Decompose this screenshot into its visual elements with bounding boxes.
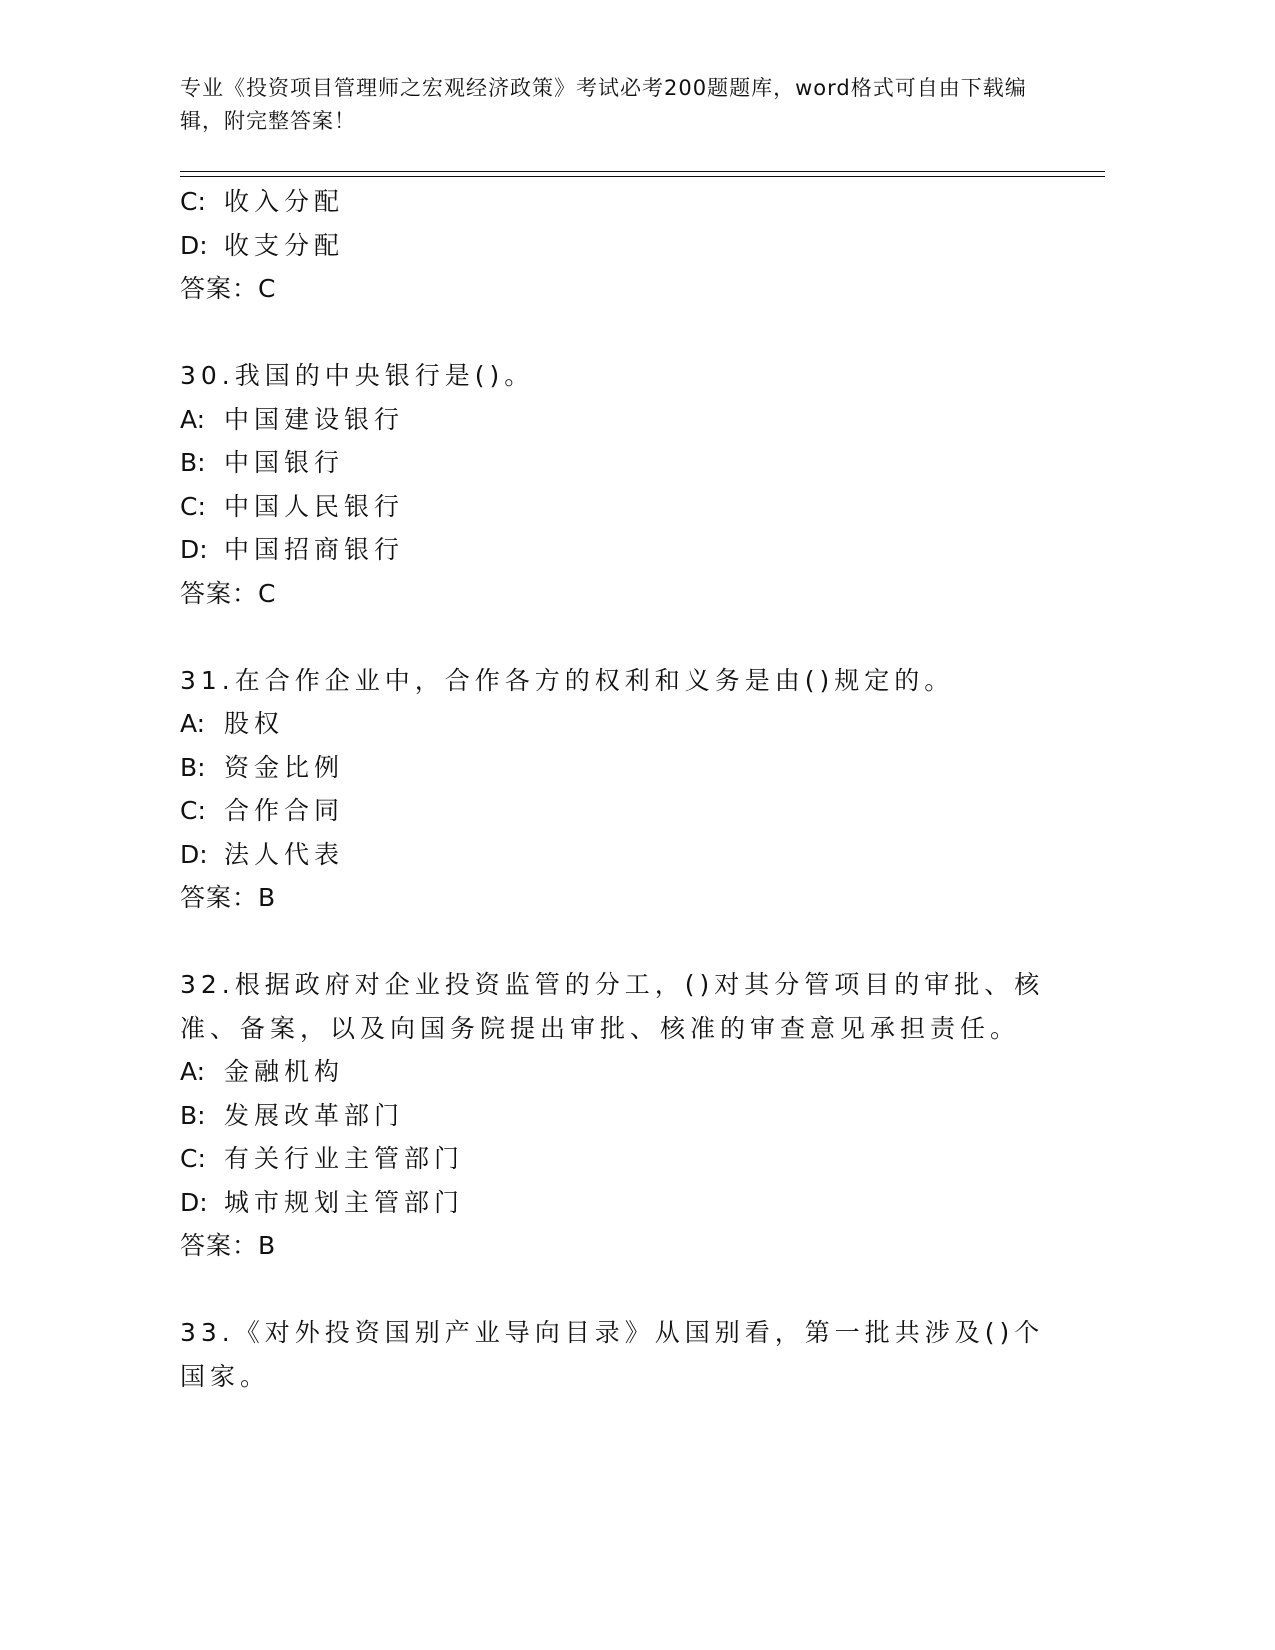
question-stem: 31.在合作企业中，合作各方的权利和义务是由()规定的。 [180,665,955,695]
answer: 答案：B [180,1231,277,1260]
option-c: C: 合作合同 [180,796,345,825]
option-b: B: 资金比例 [180,752,345,782]
option-d: D: 法人代表 [180,839,345,869]
question-stem: 30.我国的中央银行是()。 [180,361,535,390]
answer: 答案：B [180,883,277,912]
question-31 [180,659,1060,921]
option-a: A: 中国建设银行 [180,404,405,434]
question-29-tail [180,180,1060,311]
question-32 [180,963,1060,1268]
option-c: C: 中国人民银行 [180,491,405,521]
question-stem: 32.根据政府对企业投资监管的分工，()对其分管项目的审批、核准、备案，以及向国务院提出审批、核准的审查意见承担责任。 [180,970,1045,1043]
option-b: B: 发展改革部门 [180,1100,405,1130]
option-d: D: 收支分配 [180,230,345,260]
header-divider-bottom [180,176,1105,177]
option-a: A: 股权 [180,709,285,738]
question-30 [180,354,1060,616]
document-header: 专业《投资项目管理师之宏观经济政策》考试必考200题题库，word格式可自由下载编辑，附完整答案！ [180,76,1027,133]
header-divider-top [180,171,1105,172]
answer: 答案：C [180,274,277,303]
question-list [180,180,1060,1398]
answer: 答案：C [180,578,277,608]
question-33 [180,1311,1060,1398]
option-d: D: 城市规划主管部门 [180,1187,465,1217]
question-stem: 33.《对外投资国别产业导向目录》从国别看，第一批共涉及()个国家。 [180,1318,1045,1391]
option-c: C: 收入分配 [180,187,345,216]
option-d: D: 中国招商银行 [180,535,405,564]
option-b: B: 中国银行 [180,448,345,477]
option-c: C: 有关行业主管部门 [180,1144,465,1173]
option-a: A: 金融机构 [180,1057,345,1086]
